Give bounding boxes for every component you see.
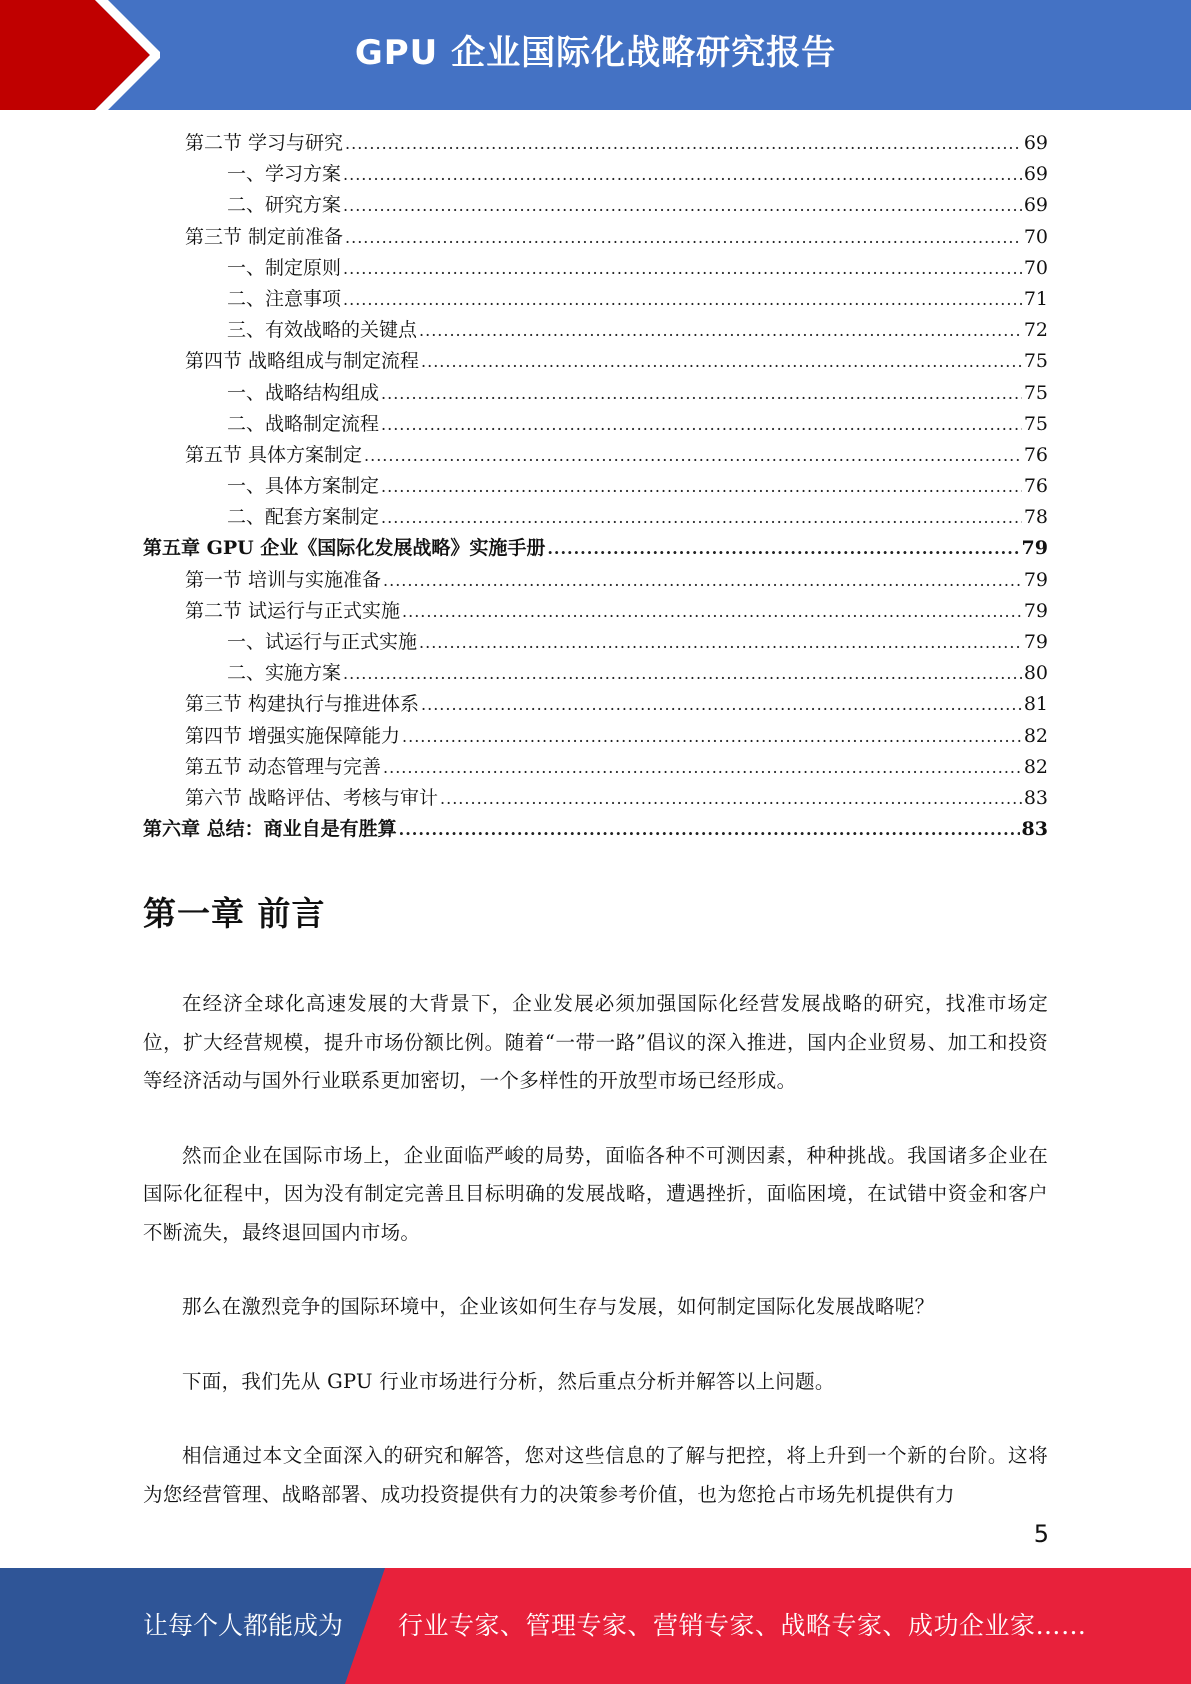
toc-entry-page: 70 [1023,225,1048,248]
toc-leader-dots [402,602,1022,621]
toc-entry[interactable] [143,814,1048,845]
body-paragraph: 在经济全球化高速发展的大背景下，企业发展必须加强国际化经营发展战略的研究，找准市场定位，扩大经营规模，提升市场份额比例。随着“一带一路”倡议的深入推进，国内企业贸易、加工和投资等经济活动与国外行业联系更加密切，一个多样性的开放型市场已经形成。 [143,992,1048,1092]
toc-entry-label: 第六章 总结：商业自是有胜算 [143,818,397,841]
toc-entry-label: 第五节 动态管理与完善 [185,755,382,778]
toc-entry-page: 80 [1023,662,1048,685]
toc-leader-dots [419,321,1022,340]
toc-leader-dots [402,727,1022,746]
toc-leader-dots [343,664,1022,683]
toc-entry-label: 一、战略结构组成 [227,381,380,404]
toc-entry-page: 69 [1023,132,1048,154]
toc-entry[interactable] [143,128,1048,159]
toc-entry-label: 二、实施方案 [227,662,342,685]
chapter-body [143,985,1048,1550]
toc-entry-label: 三、有效战略的关键点 [227,319,418,342]
toc-leader-dots [381,508,1022,527]
chapter-title: 第一章 前言 [143,894,326,933]
toc-entry-label: 二、研究方案 [227,194,342,217]
toc-entry[interactable] [143,378,1048,409]
toc-entry-label: 一、试运行与正式实施 [227,631,418,653]
toc-entry-label: 第一节 培训与实施准备 [185,568,382,591]
toc-entry-label: 第五节 具体方案制定 [185,443,363,466]
page-footer [0,1568,1191,1684]
body-paragraph: 那么在激烈竞争的国际环境中，企业该如何生存与发展，如何制定国际化发展战略呢？ [182,1295,935,1318]
toc-entry-page: 72 [1023,319,1048,342]
footer-slogan-right: 行业专家、管理专家、营销专家、战略专家、成功企业家…… [398,1611,1087,1640]
toc-entry[interactable] [143,222,1048,253]
toc-entry-page: 69 [1023,194,1048,217]
toc-entry-label: 一、具体方案制定 [227,475,380,498]
toc-entry-label: 二、战略制定流程 [227,412,380,435]
toc-entry[interactable] [143,596,1048,627]
toc-leader-dots [343,196,1022,215]
toc-entry-page: 69 [1023,163,1048,186]
toc-leader-dots [421,695,1022,714]
toc-entry[interactable] [143,409,1048,440]
toc-entry-label: 第三节 构建执行与推进体系 [185,693,420,716]
toc-entry[interactable] [143,253,1048,284]
body-paragraph: 相信通过本文全面深入的研究和解答，您对这些信息的了解与把控，将上升到一个新的台阶。这将为您经营管理、战略部署、成功投资提供有力的决策参考价值，也为您抢占市场先机提供有力 [143,1444,1048,1506]
toc-leader-dots [364,446,1022,465]
toc-entry-page: 83 [1021,818,1048,841]
toc-entry-label: 第五章 GPU 企业《国际化发展战略》实施手册 [143,537,546,560]
toc-entry-page: 79 [1021,537,1048,560]
toc-entry-page: 79 [1023,568,1048,591]
page-header [0,0,1191,110]
table-of-contents [143,128,1048,845]
toc-entry-label: 二、配套方案制定 [227,506,380,529]
toc-entry[interactable] [143,689,1048,720]
toc-entry[interactable] [143,565,1048,596]
toc-entry-label: 一、学习方案 [227,163,342,186]
toc-entry[interactable] [143,502,1048,533]
toc-entry[interactable] [143,752,1048,783]
toc-entry-label: 第二节 试运行与正式实施 [185,599,401,622]
toc-leader-dots [399,820,1020,839]
toc-entry-page: 75 [1023,350,1048,373]
toc-entry[interactable] [143,658,1048,689]
body-paragraph: 下面，我们先从 GPU 行业市场进行分析，然后重点分析并解答以上问题。 [182,1369,835,1393]
toc-leader-dots [343,259,1022,278]
toc-entry-page: 76 [1023,443,1048,466]
toc-entry-page: 70 [1023,256,1048,279]
toc-entry[interactable] [143,440,1048,471]
toc-entry-page: 83 [1023,786,1048,809]
toc-entry[interactable] [143,315,1048,346]
toc-leader-dots [383,571,1022,590]
toc-leader-dots [381,477,1022,496]
toc-leader-dots [381,415,1022,434]
toc-leader-dots [345,134,1022,153]
toc-leader-dots [381,384,1022,403]
toc-leader-dots [383,758,1022,777]
toc-entry[interactable] [143,721,1048,752]
toc-leader-dots [343,165,1022,184]
toc-entry-page: 81 [1023,693,1048,716]
toc-leader-dots [421,352,1022,371]
toc-entry[interactable] [143,190,1048,221]
toc-entry[interactable] [143,627,1048,658]
toc-entry-label: 一、制定原则 [227,256,342,279]
toc-entry-label: 第四节 增强实施保障能力 [185,724,401,747]
toc-entry-label: 第二节 学习与研究 [185,132,344,154]
toc-entry[interactable] [143,284,1048,315]
toc-entry-label: 第六节 战略评估、考核与审计 [185,786,439,809]
toc-entry[interactable] [143,533,1048,564]
toc-entry-page: 71 [1023,287,1048,310]
header-title: GPU 企业国际化战略研究报告 [354,33,837,73]
toc-leader-dots [440,789,1022,808]
toc-entry-page: 82 [1023,724,1048,747]
body-paragraph: 然而企业在国际市场上，企业面临严峻的局势，面临各种不可测因素，种种挑战。我国诸多企业在国际化征程中，因为没有制定完善且目标明确的发展战略，遭遇挫折，面临困境，在试错中资金和客户不断流失，最终退回国内市场。 [143,1143,1048,1244]
toc-entry[interactable] [143,159,1048,190]
toc-entry[interactable] [143,783,1048,814]
toc-entry-page: 75 [1023,381,1048,404]
toc-entry[interactable] [143,346,1048,377]
toc-entry-label: 第三节 制定前准备 [185,225,344,248]
toc-entry-page: 76 [1023,475,1048,498]
toc-entry-label: 第四节 战略组成与制定流程 [185,350,420,373]
toc-entry-page: 79 [1023,631,1048,653]
footer-slogan-left: 让每个人都能成为 [143,1611,344,1640]
page-number: 5 [1033,1520,1049,1548]
toc-entry-label: 二、注意事项 [227,287,342,310]
toc-leader-dots [345,228,1022,247]
toc-entry-page: 78 [1023,506,1048,529]
toc-entry-page: 79 [1023,599,1048,622]
toc-leader-dots [547,539,1019,558]
toc-leader-dots [419,633,1022,652]
toc-entry-page: 82 [1023,755,1048,778]
toc-entry-page: 75 [1023,412,1048,435]
toc-entry[interactable] [143,471,1048,502]
toc-leader-dots [343,290,1022,309]
